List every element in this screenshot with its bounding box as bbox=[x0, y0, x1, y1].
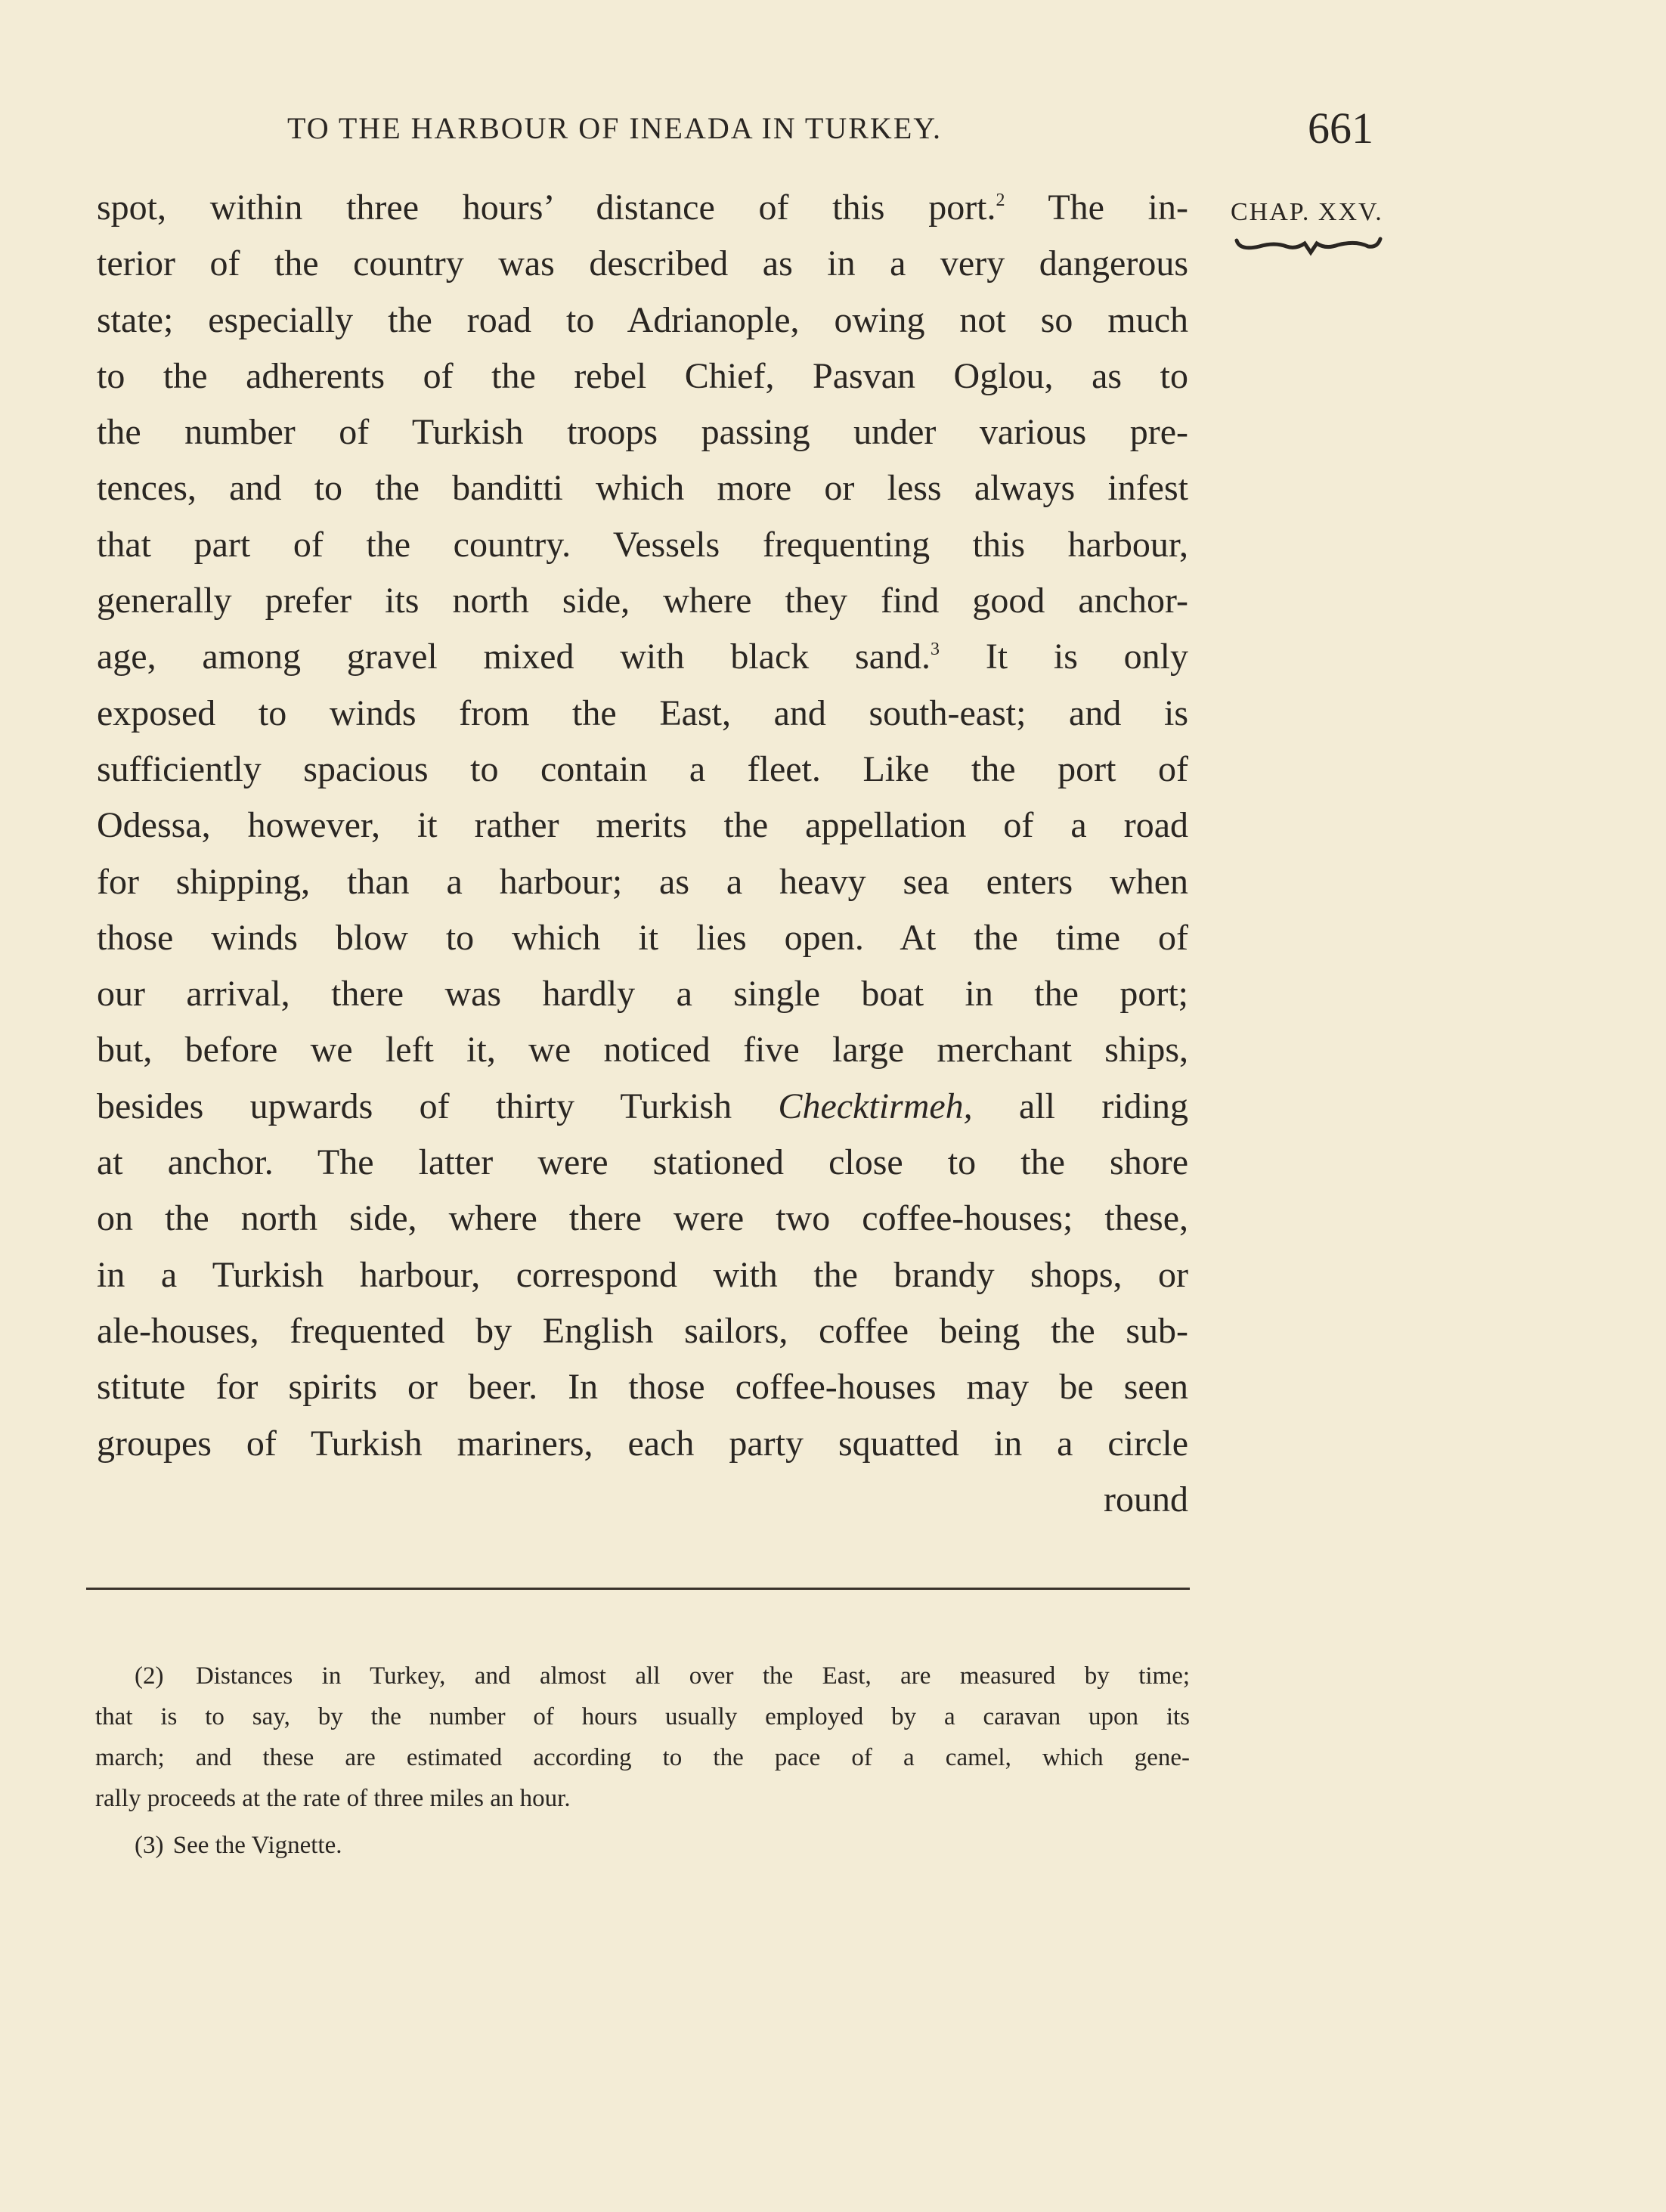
catchword: round bbox=[1104, 1479, 1188, 1520]
body-line: age, among gravel mixed with black sand.$^3$ It is only bbox=[97, 637, 1189, 677]
footnote-divider bbox=[86, 1588, 1190, 1590]
footnote-ref[interactable]: 3 bbox=[931, 640, 940, 660]
body-line: spot, within three hours’ distance of this port.$^2$ The in- bbox=[97, 187, 1189, 228]
body-line: at anchor. The latter were stationed close to the shore bbox=[97, 1142, 1188, 1183]
body-line: terior of the country was described as in a very dangerous bbox=[97, 243, 1188, 284]
footnote-3: (3) See the Vignette. bbox=[135, 1832, 342, 1859]
running-head: TO THE HARBOUR OF INEADA IN TURKEY. bbox=[287, 111, 942, 145]
body-line: the number of Turkish troops passing under various pre- bbox=[97, 412, 1188, 453]
footnote-ref[interactable]: 2 bbox=[996, 191, 1005, 210]
footnote-line: rally proceeds at the rate of three miles an hour. bbox=[95, 1785, 571, 1812]
body-line: that part of the country. Vessels frequenting this harbour, bbox=[97, 524, 1188, 565]
body-line: generally prefer its north side, where they find good anchor- bbox=[97, 581, 1188, 621]
footnotes bbox=[95, 1656, 1190, 1866]
body-line: groupes of Turkish mariners, each party squatted in a circle bbox=[97, 1423, 1188, 1464]
body-line: besides upwards of thirty Turkish Checktirmeh, all riding bbox=[97, 1086, 1189, 1126]
body-line: Odessa, however, it rather merits the appellation of a road bbox=[97, 805, 1188, 846]
footnote-2: (2) Distances in Turkey, and almost all over the East, are measured by time; bbox=[135, 1662, 1191, 1690]
flourish-ornament-icon bbox=[1232, 234, 1383, 260]
body-line: but, before we left it, we noticed five large merchant ships, bbox=[97, 1030, 1188, 1070]
italic-term: Checktirmeh, bbox=[778, 1086, 973, 1126]
body-line: in a Turkish harbour, correspond with the brandy shops, or bbox=[97, 1254, 1188, 1295]
body-line: on the north side, where there were two coffee-houses; these, bbox=[97, 1198, 1188, 1239]
body-line: stitute for spirits or beer. In those coffee-houses may be seen bbox=[97, 1367, 1188, 1408]
body-line: ale-houses, frequented by English sailors, coffee being the sub- bbox=[97, 1310, 1188, 1351]
footnote-label: (2) bbox=[135, 1662, 164, 1690]
body-line: for shipping, than a harbour; as a heavy sea enters when bbox=[97, 861, 1188, 902]
body-text bbox=[97, 180, 1188, 1528]
chapter-label: CHAP. XXV. bbox=[1231, 198, 1383, 226]
body-line: tences, and to the banditti which more or less always infest bbox=[97, 468, 1188, 509]
body-line: state; especially the road to Adrianople, owing not so much bbox=[97, 299, 1188, 340]
body-line: to the adherents of the rebel Chief, Pasvan Oglou, as to bbox=[97, 355, 1188, 396]
body-line: exposed to winds from the East, and south-east; and is bbox=[97, 692, 1188, 733]
body-line: sufficiently spacious to contain a fleet. Like the port of bbox=[97, 748, 1188, 789]
footnote-line: that is to say, by the number of hours usually employed by a caravan upon its bbox=[95, 1703, 1190, 1730]
footnote-line: march; and these are estimated according to the pace of a camel, which gene- bbox=[95, 1744, 1190, 1771]
body-line: those winds blow to which it lies open. At the time of bbox=[97, 917, 1188, 958]
footnote-label: (3) bbox=[135, 1832, 164, 1859]
body-line: our arrival, there was hardly a single boat in the port; bbox=[97, 974, 1188, 1015]
page-number: 661 bbox=[1308, 104, 1373, 153]
